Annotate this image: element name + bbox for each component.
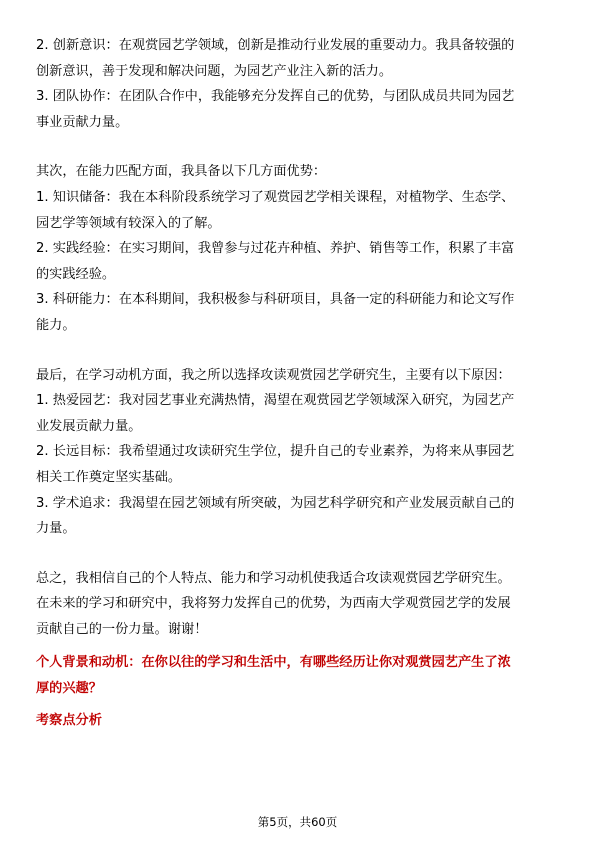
- text-line: 2. 长远目标：我希望通过攻读研究生学位，提升自己的专业素养，为将来从事园艺: [36, 444, 515, 460]
- text-line: 1. 知识储备：我在本科阶段系统学习了观赏园艺学相关课程，对植物学、生态学、: [36, 189, 515, 205]
- text-line: 1. 热爱园艺：我对园艺事业充满热情，渴望在观赏园艺学领域深入研究，为园艺产: [36, 393, 515, 409]
- text-line: 2. 实践经验：在实习期间，我曾参与过花卉种植、养护、销售等工作，积累了丰富: [36, 241, 515, 257]
- paragraph-ability-match: [36, 159, 563, 338]
- text-line: 事业贡献力量。: [36, 114, 129, 130]
- text-line: 其次，在能力匹配方面，我具备以下几方面优势：: [36, 164, 327, 180]
- text-line: 贡献自己的一份力量。谢谢！: [36, 621, 208, 637]
- question-line: 个人背景和动机：在你以往的学习和生活中，有哪些经历让你对观赏园艺产生了浓: [36, 655, 511, 671]
- text-line: 3. 科研能力：在本科期间，我积极参与科研项目，具备一定的科研能力和论文写作: [36, 292, 515, 308]
- paragraph-innovation-teamwork: [36, 33, 563, 135]
- text-line: 2. 创新意识：在观赏园艺学领域，创新是推动行业发展的重要动力。我具备较强的: [36, 38, 515, 53]
- text-line: 相关工作奠定坚实基础。: [36, 469, 182, 485]
- interview-question: [36, 650, 563, 701]
- text-line: 创新意识，善于发现和解决问题，为园艺产业注入新的活力。: [36, 63, 393, 79]
- question-line: 厚的兴趣？: [36, 681, 102, 697]
- text-line: 在未来的学习和研究中，我将努力发挥自己的优势，为西南大学观赏园艺学的发展: [36, 596, 511, 612]
- text-line: 3. 团队协作：在团队合作中，我能够充分发挥自己的优势，与团队成员共同为园艺: [36, 89, 515, 105]
- text-line: 能力。: [36, 317, 76, 333]
- text-line: 业发展贡献力量。: [36, 418, 142, 434]
- text-line: 力量。: [36, 521, 76, 537]
- text-line: 3. 学术追求：我渴望在园艺领域有所突破，为园艺科学研究和产业发展贡献自己的: [36, 495, 515, 511]
- text-line: 最后，在学习动机方面，我之所以选择攻读观赏园艺学研究生，主要有以下原因：: [36, 367, 511, 383]
- text-line: 园艺学等领域有较深入的了解。: [36, 215, 221, 231]
- paragraph-conclusion: [36, 566, 563, 643]
- paragraph-motivation: [36, 363, 563, 542]
- text-line: 总之，我相信自己的个人特点、能力和学习动机使我适合攻读观赏园艺学研究生。: [36, 570, 511, 586]
- page-body: [36, 33, 563, 733]
- text-line: 的实践经验。: [36, 266, 116, 282]
- analysis-heading: 考察点分析: [36, 712, 102, 728]
- page-number: 第5页，共60页: [257, 815, 338, 829]
